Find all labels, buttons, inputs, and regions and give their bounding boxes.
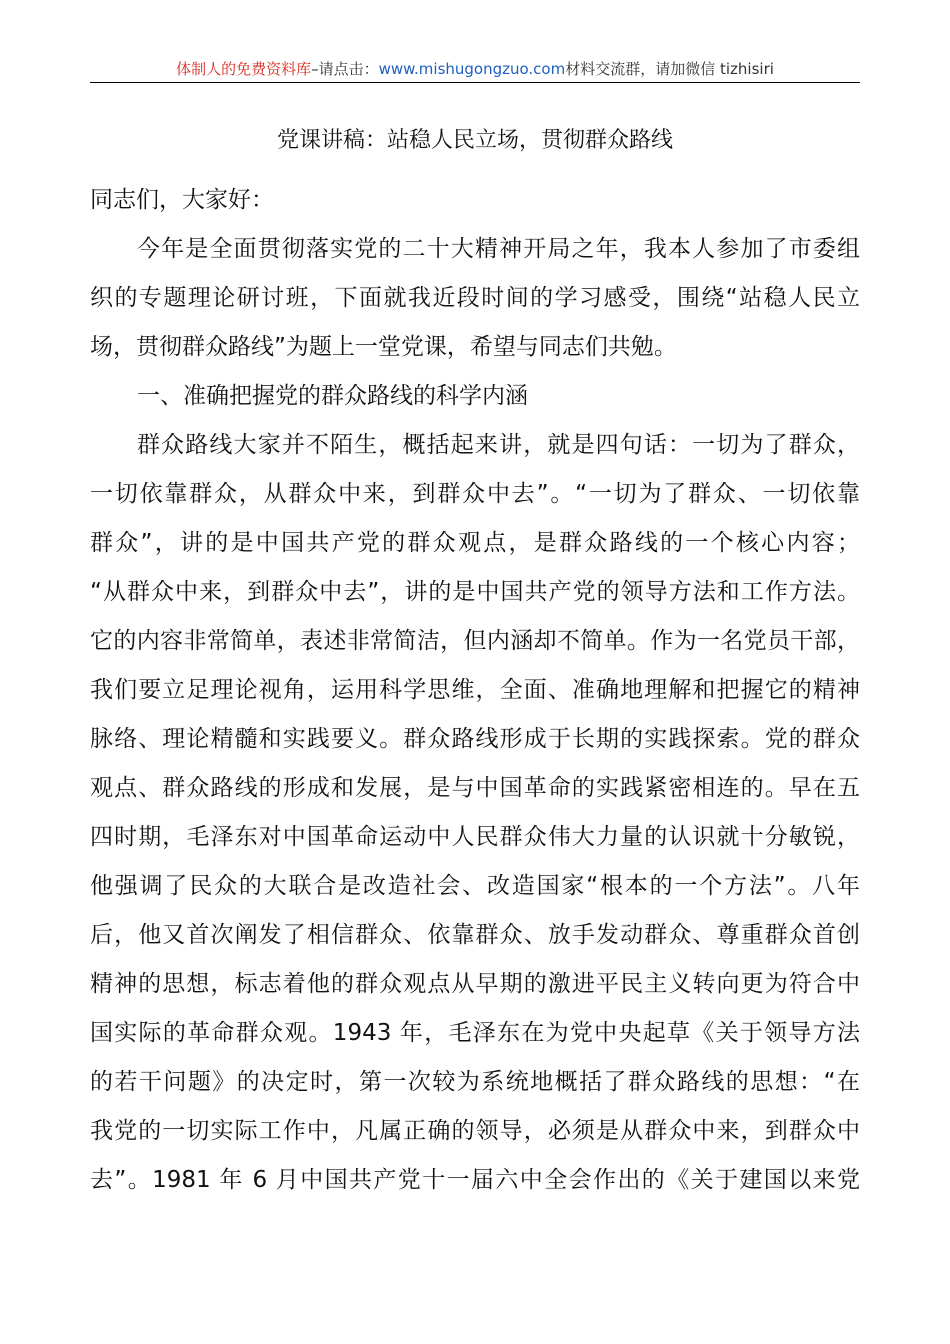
body-line: 的若干问题》的决定时，第一次较为系统地概括了群众路线的思想：“在 [90,1069,860,1095]
body-line: 精神的思想，标志着他的群众观点从早期的激进平民主义转向更为符合中 [90,971,860,997]
body-line: 织的专题理论研讨班，下面就我近段时间的学习感受，围绕“站稳人民立 [90,285,860,311]
body-line: 场，贯彻群众路线”为题上一堂党课，希望与同志们共勉。 [90,334,677,360]
body-line: 我党的一切实际工作中，凡属正确的领导，必须是从群众中来，到群众中 [90,1118,860,1144]
document-body [90,176,860,1205]
body-line: 他强调了民众的大联合是改造社会、改造国家“根本的一个方法”。八年 [90,873,860,899]
header-brand: 体制人的免费资料库 [176,60,312,78]
body-line: 去”。1981 年 6 月中国共产党十一届六中全会作出的《关于建国以来党 [90,1167,860,1193]
body-line: 后，他又首次阐发了相信群众、依靠群众、放手发动群众、尊重群众首创 [90,922,860,948]
body-line: 它的内容非常简单，表述非常简洁，但内涵却不简单。作为一名党员干部， [90,628,860,654]
header-banner [90,58,860,80]
body-line: 群众”，讲的是中国共产党的群众观点，是群众路线的一个核心内容； [90,530,860,556]
header-wechat-note: 材料交流群，请加微信 tizhisiri [565,60,774,78]
header-divider [90,82,860,83]
salutation-line: 同志们，大家好： [90,187,274,213]
header-link[interactable]: www.mishugongzuo.com [378,60,566,78]
body-line: 一切依靠群众，从群众中来，到群众中去”。“一切为了群众、一切依靠 [90,481,860,507]
body-line: 我们要立足理论视角，运用科学思维，全面、准确地理解和把握它的精神 [90,677,860,703]
header-prompt: –请点击： [311,60,379,78]
body-line: 国实际的革命群众观。1943 年，毛泽东在为党中央起草《关于领导方法 [90,1020,860,1046]
body-line: 群众路线大家并不陌生，概括起来讲，就是四句话：一切为了群众， [137,432,860,458]
body-line: 脉络、理论精髓和实践要义。群众路线形成于长期的实践探索。党的群众 [90,726,860,752]
body-line: 四时期，毛泽东对中国革命运动中人民群众伟大力量的认识就十分敏锐， [90,824,860,850]
body-line: 今年是全面贯彻落实党的二十大精神开局之年，我本人参加了市委组 [137,236,860,262]
body-line: “从群众中来，到群众中去”，讲的是中国共产党的领导方法和工作方法。 [90,579,860,605]
body-line: 观点、群众路线的形成和发展，是与中国革命的实践紧密相连的。早在五 [90,775,860,801]
section-heading: 一、准确把握党的群众路线的科学内涵 [137,383,528,409]
document-title: 党课讲稿：站稳人民立场，贯彻群众路线 [276,128,673,153]
